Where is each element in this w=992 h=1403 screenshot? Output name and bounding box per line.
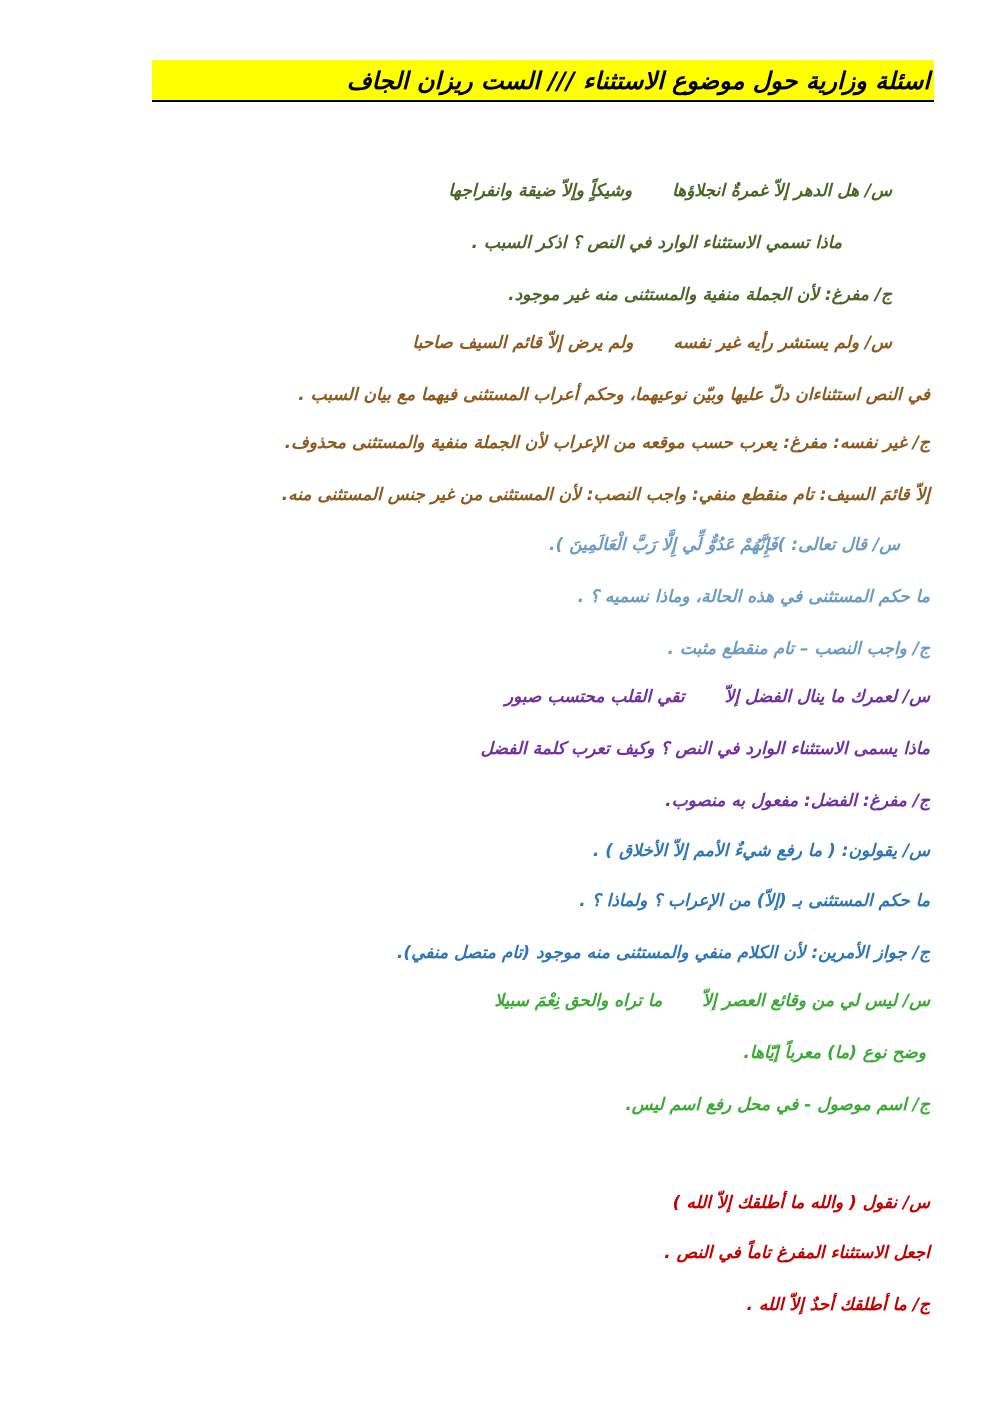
q5-verse: س/ يقولون: ( ما رفع شيءٌ الأمم إلاّ الأخلاق ) . bbox=[592, 841, 930, 861]
q4-verse-second-half: تقي القلب محتسب صبور bbox=[504, 687, 685, 707]
q1-verse-first-half: س/ هل الدهر إلاّ غمرةٌ انجلاؤها bbox=[672, 181, 892, 201]
q5-question: ما حكم المستثنى بـ (إلاّ) من الإعراب ؟ ولماذا ؟ . bbox=[579, 891, 930, 911]
q1-answer: ج/ مفرغ: لأن الجملة منفية والمستثنى منه غير موجود. bbox=[508, 285, 892, 305]
page-title: اسئلة وزارية حول موضوع الاستثناء /// الست ريزان الجاف bbox=[152, 60, 934, 102]
q4-verse bbox=[505, 682, 930, 712]
q2-answer-2: إلاّ قائمَ السيف: تام منقطع منفي: واجب النصب: لأن المستثنى من غير جنس المستثنى منه. bbox=[281, 485, 930, 505]
q6-verse bbox=[494, 986, 930, 1016]
q3-verse: س/ قال تعالى: )فَإِنَّهُمْ عَدُوٌّ لِّي إِلَّا رَبَّ الْعَالَمِينَ ). bbox=[549, 535, 900, 555]
q6-verse-second-half: ما تراه والحق نِعْمَ سبيلا bbox=[494, 991, 663, 1011]
q1-question: ماذا تسمي الاستثناء الوارد في النص ؟ اذكر السبب . bbox=[471, 233, 842, 253]
q7-question: اجعل الاستثناء المفرغ تاماً في النص . bbox=[664, 1243, 930, 1263]
q5-answer: ج/ جواز الأمرين: لأن الكلام منفي والمستثنى منه موجود (تام متصل منفي). bbox=[396, 943, 930, 963]
q2-question: في النص استثناءان دلّ عليها وبيّن نوعيهما، وحكم أعراب المستثنى فيهما مع بيان السبب . bbox=[298, 385, 930, 405]
q7-verse: س/ نقول ( والله ما أطلقك إلاّ الله ) bbox=[672, 1193, 930, 1213]
q6-question: وضح نوع (ما) معرباً إيّاها. bbox=[743, 1043, 926, 1063]
q3-answer: ج/ واجب النصب – تام منقطع مثبت . bbox=[667, 639, 930, 659]
q1-verse-second-half: وشيكاًٍ وإلاّ ضيقة وانفراجها bbox=[448, 181, 633, 201]
q4-verse-first-half: س/ لعمرك ما ينال الفضل إلاّ bbox=[724, 687, 930, 707]
q2-answer-1: ج/ غير نفسه: مفرغ: يعرب حسب موقعه من الإعراب لأن الجملة منفية والمستثنى محذوف. bbox=[284, 433, 930, 453]
q2-verse-first-half: س/ ولم يستشر رأيه غير نفسه bbox=[673, 333, 892, 353]
q4-answer: ج/ مفرغ: الفضل: مفعول به منصوب. bbox=[665, 791, 930, 811]
q7-answer: ج/ ما أطلقك أحدٌ إلاّ الله . bbox=[746, 1295, 930, 1315]
q2-verse-second-half: ولم يرض إلاّ قائم السيف صاحبا bbox=[412, 333, 634, 353]
q6-answer: ج/ اسم موصول - في محل رفع اسم ليس. bbox=[625, 1095, 930, 1115]
q2-verse bbox=[412, 328, 892, 358]
q3-question: ما حكم المستثنى في هذه الحالة، وماذا نسميه ؟ . bbox=[577, 587, 930, 607]
q6-verse-first-half: س/ ليس لي من وقائع العصر إلاّ bbox=[702, 991, 930, 1011]
q1-verse bbox=[448, 176, 892, 206]
q4-question: ماذا يسمى الاستثناء الوارد في النص ؟ وكيف تعرب كلمة الفضل bbox=[480, 739, 930, 759]
